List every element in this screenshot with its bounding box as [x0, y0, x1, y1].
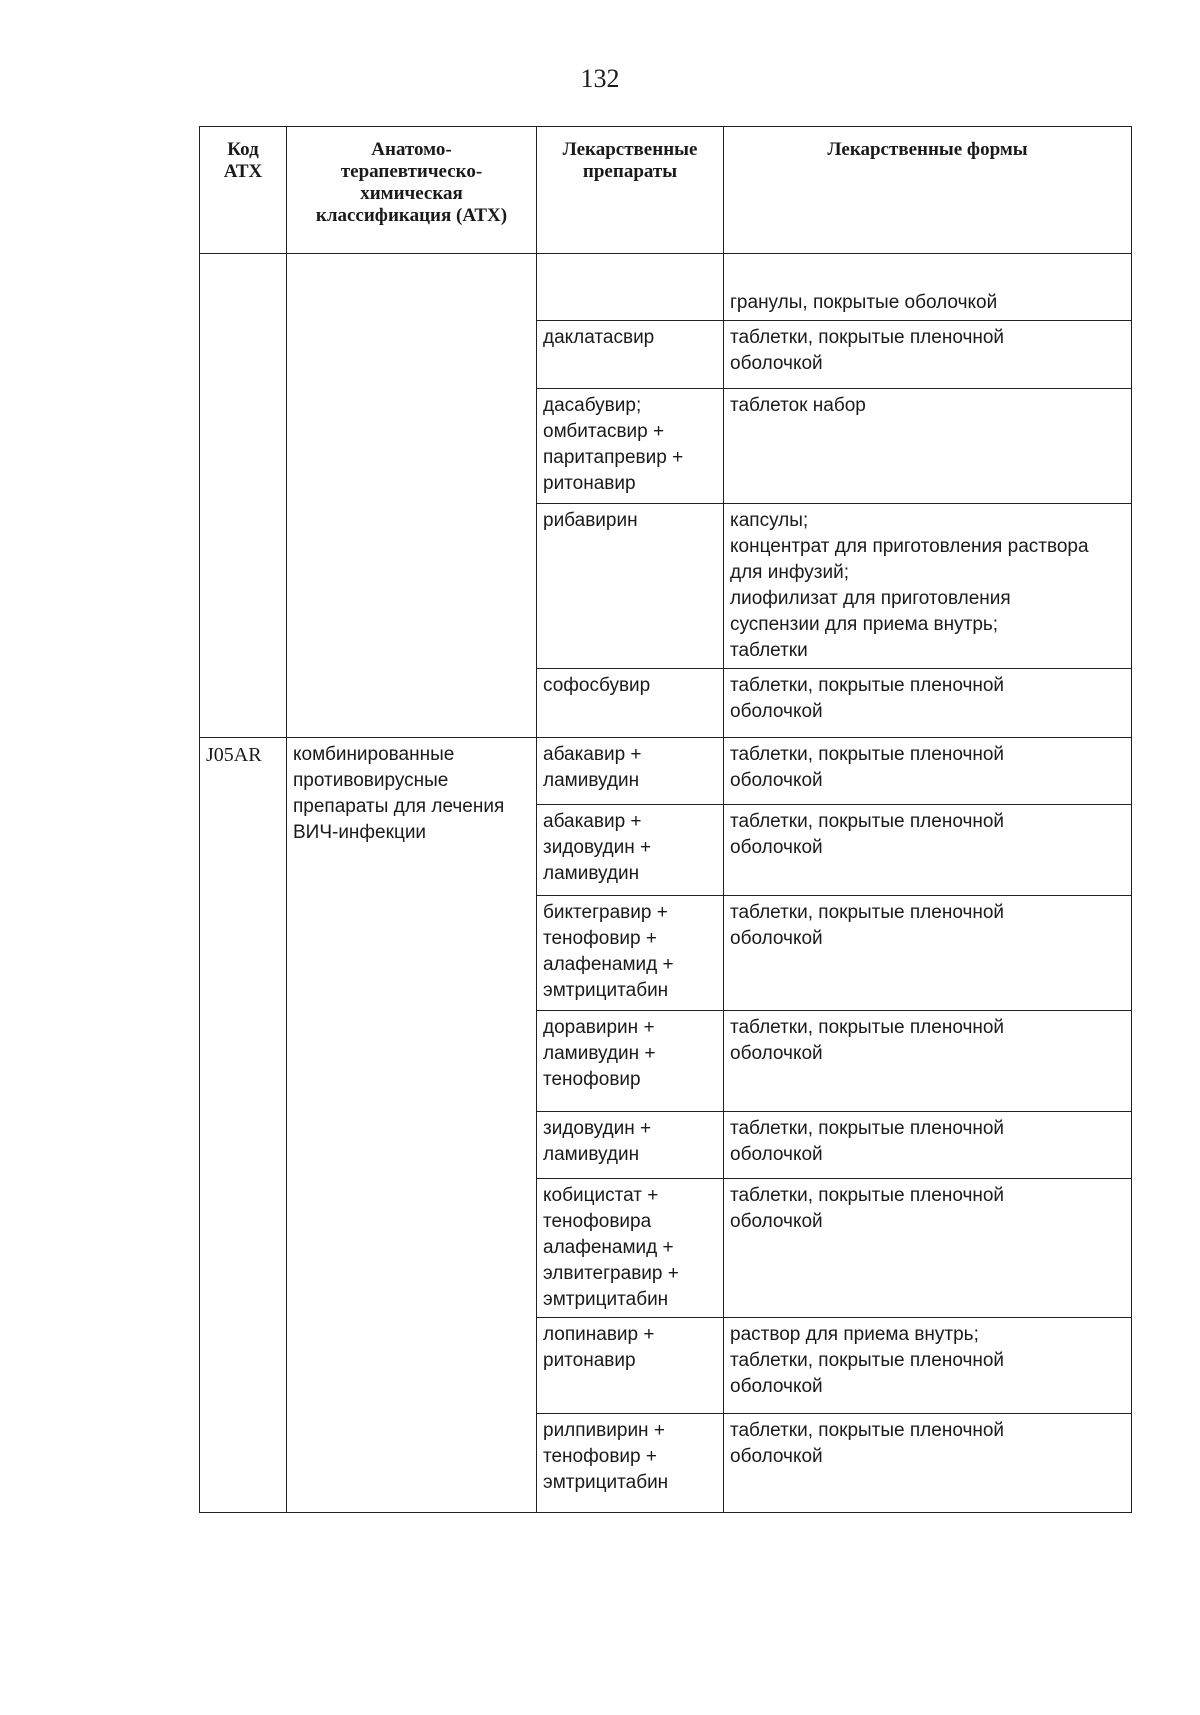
drug-cell: лопинавир + ритонавир — [537, 1318, 724, 1414]
drug-cell: дасабувир; омбитасвир + паритапревир + ритонавир — [537, 389, 724, 504]
code-cell — [200, 254, 287, 738]
drug-cell: биктегравир + тенофовир + алафенамид + эмтрицитабин — [537, 896, 724, 1011]
drug-cell: зидовудин + ламивудин — [537, 1112, 724, 1179]
classification-cell — [287, 254, 537, 738]
classification-cell: комбинированные противовирусные препараты для лечения ВИЧ-инфекции — [287, 738, 537, 1513]
header-forms: Лекарственные формы — [724, 127, 1132, 254]
forms-cell: таблетки, покрытые пленочной оболочкой — [724, 1011, 1132, 1112]
drug-cell: абакавир + ламивудин — [537, 738, 724, 805]
header-classification: Анатомо- терапевтическо- химическая классификация (АТХ) — [287, 127, 537, 254]
header-drugs: Лекарственные препараты — [537, 127, 724, 254]
forms-cell: гранулы, покрытые оболочкой — [724, 254, 1132, 321]
page-number: 132 — [580, 64, 620, 93]
atx-code-cell: J05AR — [200, 738, 287, 1513]
table-row — [200, 254, 1132, 321]
drug-cell: рибавирин — [537, 504, 724, 669]
table-row — [200, 738, 1132, 805]
drug-cell: доравирин + ламивудин + тенофовир — [537, 1011, 724, 1112]
atx-drug-table — [199, 126, 1132, 1513]
forms-cell: таблетки, покрытые пленочной оболочкой — [724, 1112, 1132, 1179]
header-code: Код АТХ — [200, 127, 287, 254]
drug-cell: кобицистат + тенофовира алафенамид + элвитегравир + эмтрицитабин — [537, 1179, 724, 1318]
forms-cell: капсулы; концентрат для приготовления раствора для инфузий; лиофилизат для приготовления суспензии для приема внутрь; таблетки — [724, 504, 1132, 669]
drug-cell — [537, 254, 724, 321]
forms-cell: таблетки, покрытые пленочной оболочкой — [724, 1179, 1132, 1318]
forms-cell: раствор для приема внутрь; таблетки, покрытые пленочной оболочкой — [724, 1318, 1132, 1414]
forms-cell: таблетки, покрытые пленочной оболочкой — [724, 669, 1132, 738]
drug-cell: софосбувир — [537, 669, 724, 738]
drug-cell: даклатасвир — [537, 321, 724, 389]
forms-cell: таблетки, покрытые пленочной оболочкой — [724, 321, 1132, 389]
drug-cell: абакавир + зидовудин + ламивудин — [537, 805, 724, 896]
drug-cell: рилпивирин + тенофовир + эмтрицитабин — [537, 1414, 724, 1513]
forms-cell: таблетки, покрытые пленочной оболочкой — [724, 738, 1132, 805]
forms-cell: таблетки, покрытые пленочной оболочкой — [724, 1414, 1132, 1513]
forms-cell: таблетки, покрытые пленочной оболочкой — [724, 805, 1132, 896]
table-header-row — [200, 127, 1132, 254]
forms-cell: таблеток набор — [724, 389, 1132, 504]
forms-cell: таблетки, покрытые пленочной оболочкой — [724, 896, 1132, 1011]
